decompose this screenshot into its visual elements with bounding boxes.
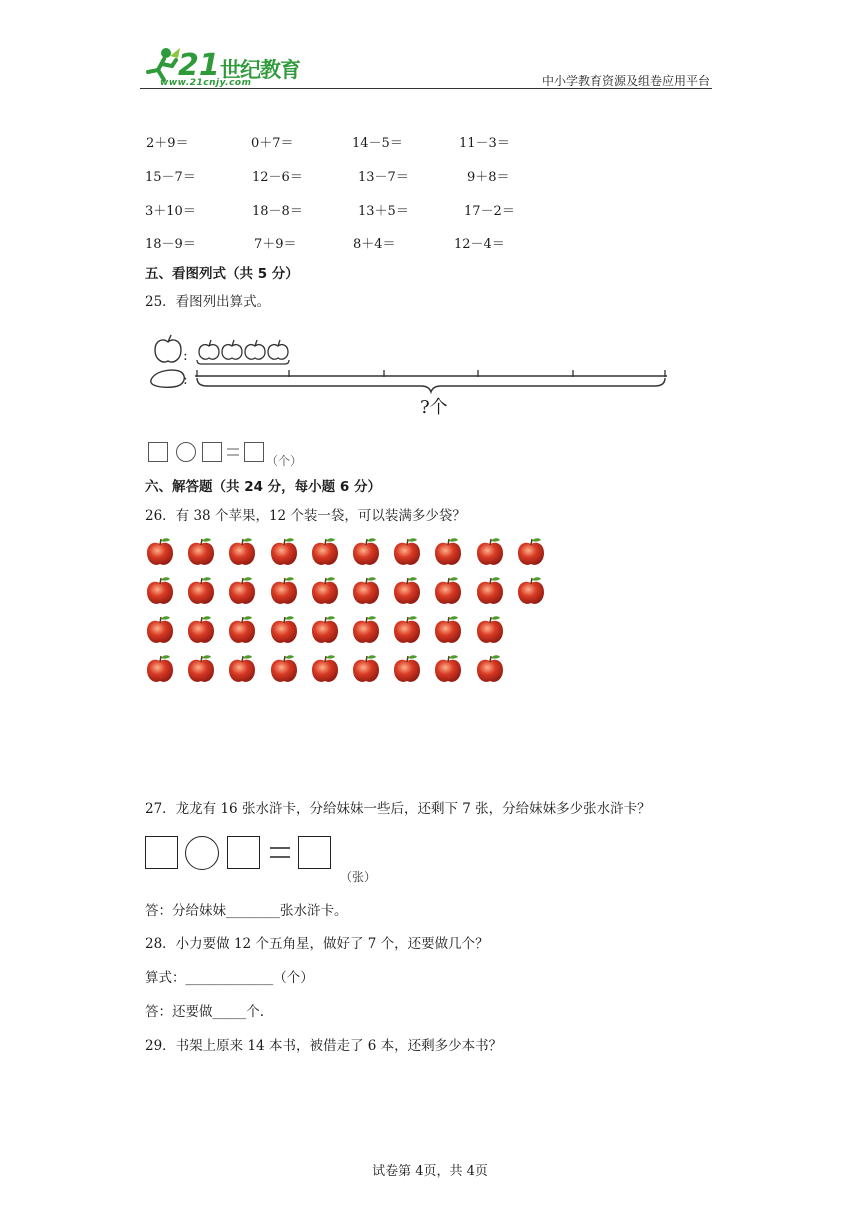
apple-icon [309, 614, 341, 646]
arith-item: 17－2＝ [464, 204, 515, 219]
equals-icon [268, 844, 292, 862]
answer-box[interactable] [298, 836, 331, 869]
apple-icon [226, 653, 258, 685]
apple-icon [474, 614, 506, 646]
answer-box[interactable] [145, 836, 178, 869]
apple-icon [391, 653, 423, 685]
apple-icon [185, 614, 217, 646]
apple-icon [226, 536, 258, 568]
apple-icon [309, 653, 341, 685]
question-25-text: 25．看图列出算式。 [145, 294, 271, 310]
arith-item: 18－8＝ [252, 204, 303, 219]
unit-label: （张） [340, 870, 377, 884]
question-28-text: 28．小力要做 12 个五角星，做好了 7 个，还要做几个？ [145, 936, 489, 952]
arith-item: 11－3＝ [459, 136, 510, 151]
arith-item: 13－7＝ [358, 170, 409, 185]
apple-icon [226, 614, 258, 646]
apple-icon [268, 614, 300, 646]
question-28-answer: 答：还要做_____个. [145, 1004, 265, 1020]
apple-icon [350, 653, 382, 685]
apple-icon [515, 575, 547, 607]
apple-icon [144, 536, 176, 568]
apple-icon [309, 575, 341, 607]
section-five-title: 五、看图列式（共 5 分） [145, 266, 299, 282]
answer-box[interactable] [244, 442, 264, 462]
arith-item: 7＋9＝ [254, 237, 297, 252]
apple-icon [391, 614, 423, 646]
logo-number: 21 [178, 48, 220, 83]
apple-icon [144, 653, 176, 685]
apple-icon [144, 614, 176, 646]
answer-box[interactable] [148, 442, 168, 462]
arith-item: 3＋10＝ [145, 204, 196, 219]
arith-item: 18－9＝ [145, 237, 196, 252]
operator-circle[interactable] [176, 442, 196, 462]
apple-icon [350, 536, 382, 568]
logo-url: www.21cnjy.com [160, 78, 252, 88]
apple-icon [268, 575, 300, 607]
total-unknown-label: ?个 [420, 397, 448, 418]
apple-icon [309, 536, 341, 568]
question-27-answer: 答：分给妹妹________张水浒卡。 [145, 903, 348, 919]
apple-icon [474, 536, 506, 568]
svg-text::: : [183, 372, 188, 388]
arith-item: 8＋4＝ [353, 237, 396, 252]
arith-item: 12－6＝ [252, 170, 303, 185]
answer-box[interactable] [202, 442, 222, 462]
apple-icon [350, 575, 382, 607]
apple-icon [226, 575, 258, 607]
apple-icon [268, 653, 300, 685]
logo-name: 世纪教育 [220, 58, 300, 82]
unit-label: （个） [266, 454, 303, 468]
apple-icon [432, 653, 464, 685]
apple-icon [474, 653, 506, 685]
apple-icon [144, 575, 176, 607]
arith-item: 9＋8＝ [467, 170, 510, 185]
pear-outline-icon [151, 370, 184, 387]
section-six-title: 六、解答题（共 24 分，每小题 6 分） [145, 479, 381, 495]
header-divider [140, 88, 712, 89]
apple-icon [268, 536, 300, 568]
arith-item: 12－4＝ [454, 237, 505, 252]
arith-item: 0＋7＝ [251, 136, 294, 151]
apple-icon [391, 575, 423, 607]
platform-name: 中小学教育资源及组卷应用平台 [541, 74, 710, 88]
apple-pear-diagram [145, 330, 675, 420]
arith-item: 14－5＝ [352, 136, 403, 151]
equals-icon [226, 446, 240, 458]
page-footer: 试卷第 4页，共 4页 [372, 1164, 488, 1179]
runner-icon [142, 46, 182, 82]
small-apples [199, 340, 288, 359]
apple-outline-icon [155, 335, 181, 362]
arith-item: 2＋9＝ [146, 136, 189, 151]
apple-icon [474, 575, 506, 607]
apple-icon [185, 536, 217, 568]
apple-icon [432, 614, 464, 646]
arith-item: 15－7＝ [145, 170, 196, 185]
arith-item: 13＋5＝ [358, 204, 409, 219]
apple-icon [185, 575, 217, 607]
answer-box[interactable] [227, 836, 260, 869]
apple-icon [350, 614, 382, 646]
question-26-text: 26．有 38 个苹果，12 个装一袋，可以装满多少袋？ [145, 508, 466, 524]
apple-icon [185, 653, 217, 685]
apple-icon [391, 536, 423, 568]
operator-circle[interactable] [185, 836, 219, 870]
apple-icon [515, 536, 547, 568]
apple-icon [432, 536, 464, 568]
site-logo [142, 44, 312, 90]
question-28-formula: 算式：_____________（个） [145, 970, 314, 986]
question-27-text: 27．龙龙有 16 张水浒卡，分给妹妹一些后，还剩下 7 张，分给妹妹多少张水浒卡？ [145, 801, 651, 817]
question-29-text: 29．书架上原来 14 本书，被借走了 6 本，还剩多少本书？ [145, 1038, 503, 1054]
apple-icon [432, 575, 464, 607]
svg-text::: : [183, 348, 188, 364]
